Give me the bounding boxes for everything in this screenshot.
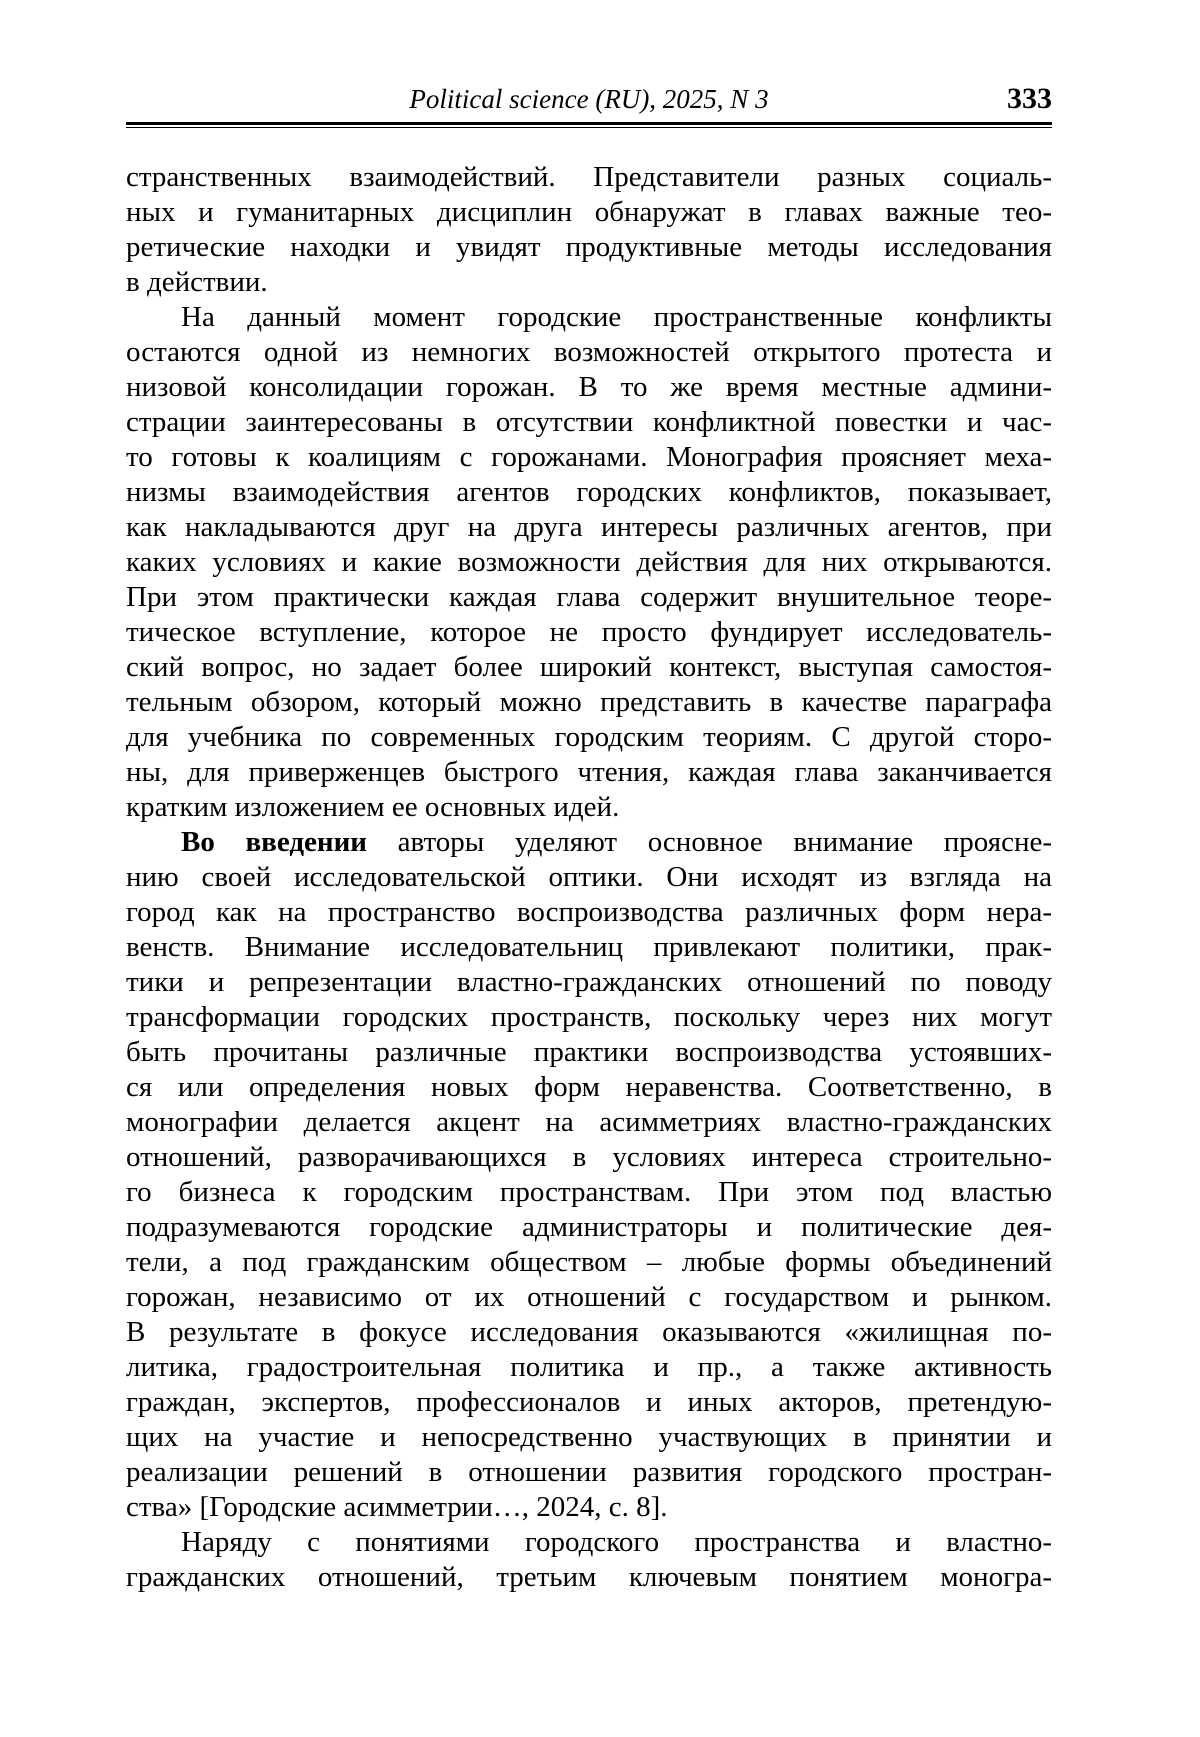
text-line: город как на пространство воспроизводства различных форм нера- — [126, 896, 1052, 928]
text-line: в действии. — [126, 266, 268, 298]
header-rule-thin-line — [126, 127, 1052, 128]
text-line: ся или определения новых форм неравенства. Соответственно, в — [126, 1071, 1052, 1103]
text-line: го бизнеса к городским пространствам. При этом под властью — [126, 1176, 1052, 1208]
text-line: Во введении авторы уделяют основное внимание проясне- — [181, 826, 1052, 858]
text-line: В результате в фокусе исследования оказываются «жилищная по- — [126, 1316, 1052, 1348]
text-line: для учебника по современных городским теориям. С другой сторо- — [126, 721, 1052, 753]
text-line: щих на участие и непосредственно участвующих в принятии и — [126, 1421, 1052, 1453]
text-line: то готовы к коалициям с горожанами. Монография проясняет меха- — [126, 441, 1052, 473]
page-header — [126, 82, 1052, 116]
text-line: монографии делается акцент на асимметриях властно-гражданских — [126, 1106, 1052, 1138]
paragraph — [126, 300, 1052, 825]
text-line: При этом практически каждая глава содержит внушительное теоре- — [126, 581, 1052, 613]
text-line: остаются одной из немногих возможностей открытого протеста и — [126, 336, 1052, 368]
text-line: странственных взаимодействий. Представители разных социаль- — [126, 161, 1052, 193]
paragraph — [126, 825, 1052, 1525]
text-line: реализации решений в отношении развития городского простран- — [126, 1456, 1052, 1488]
text-line: венств. Внимание исследовательниц привлекают политики, прак- — [126, 931, 1052, 963]
text-line: как накладываются друг на друга интересы различных агентов, при — [126, 511, 1052, 543]
text-line: Наряду с понятиями городского пространства и властно- — [181, 1526, 1052, 1558]
text-line: гражданских отношений, третьим ключевым понятием моногра- — [126, 1561, 1052, 1593]
journal-title: Political science (RU), 2025, N 3 — [409, 84, 769, 114]
paragraph — [126, 1525, 1052, 1595]
text-line: ретические находки и увидят продуктивные методы исследования — [126, 231, 1052, 263]
article-body — [126, 160, 1052, 1595]
text-line: каких условиях и какие возможности действия для них открываются. — [126, 546, 1052, 578]
text-line: отношений, разворачивающихся в условиях интереса строительно- — [126, 1141, 1052, 1173]
text-line: кратким изложением ее основных идей. — [126, 791, 620, 823]
bold-lead-text: Во введении — [181, 826, 367, 858]
header-rule — [126, 122, 1052, 128]
paragraph — [126, 160, 1052, 300]
header-rule-thick-line — [126, 122, 1052, 125]
text-line: граждан, экспертов, профессионалов и иных акторов, претендую- — [126, 1386, 1052, 1418]
text-line: ны, для приверженцев быстрого чтения, каждая глава заканчивается — [126, 756, 1052, 788]
text-line: На данный момент городские пространственные конфликты — [181, 301, 1052, 333]
text-line: тическое вступление, которое не просто фундирует исследователь- — [126, 616, 1052, 648]
text-line: тельным обзором, который можно представить в качестве параграфа — [126, 686, 1052, 718]
text-line: горожан, независимо от их отношений с государством и рынком. — [126, 1281, 1052, 1313]
text-line: ский вопрос, но задает более широкий контекст, выступая самостоя- — [126, 651, 1052, 683]
text-line: низовой консолидации горожан. В то же время местные админи- — [126, 371, 1052, 403]
text-line: подразумеваются городские администраторы и политические дея- — [126, 1211, 1052, 1243]
text-line: трансформации городских пространств, поскольку через них могут — [126, 1001, 1052, 1033]
text-line: тики и репрезентации властно-гражданских отношений по поводу — [126, 966, 1052, 998]
text-line: ства» [Городские асимметрии…, 2024, с. 8]. — [126, 1491, 668, 1523]
text-line: быть прочитаны различные практики воспроизводства устоявших- — [126, 1036, 1052, 1068]
page-number: 333 — [1007, 82, 1052, 115]
text-line: литика, градостроительная политика и пр., а также активность — [126, 1351, 1052, 1383]
text-line: ных и гуманитарных дисциплин обнаружат в главах важные тео- — [126, 196, 1052, 228]
text-line: тели, а под гражданским обществом – любые формы объединений — [126, 1246, 1052, 1278]
text-line: нию своей исследовательской оптики. Они исходят из взгляда на — [126, 861, 1052, 893]
text-line: низмы взаимодействия агентов городских конфликтов, показывает, — [126, 476, 1052, 508]
text-line: страции заинтересованы в отсутствии конфликтной повестки и час- — [126, 406, 1052, 438]
